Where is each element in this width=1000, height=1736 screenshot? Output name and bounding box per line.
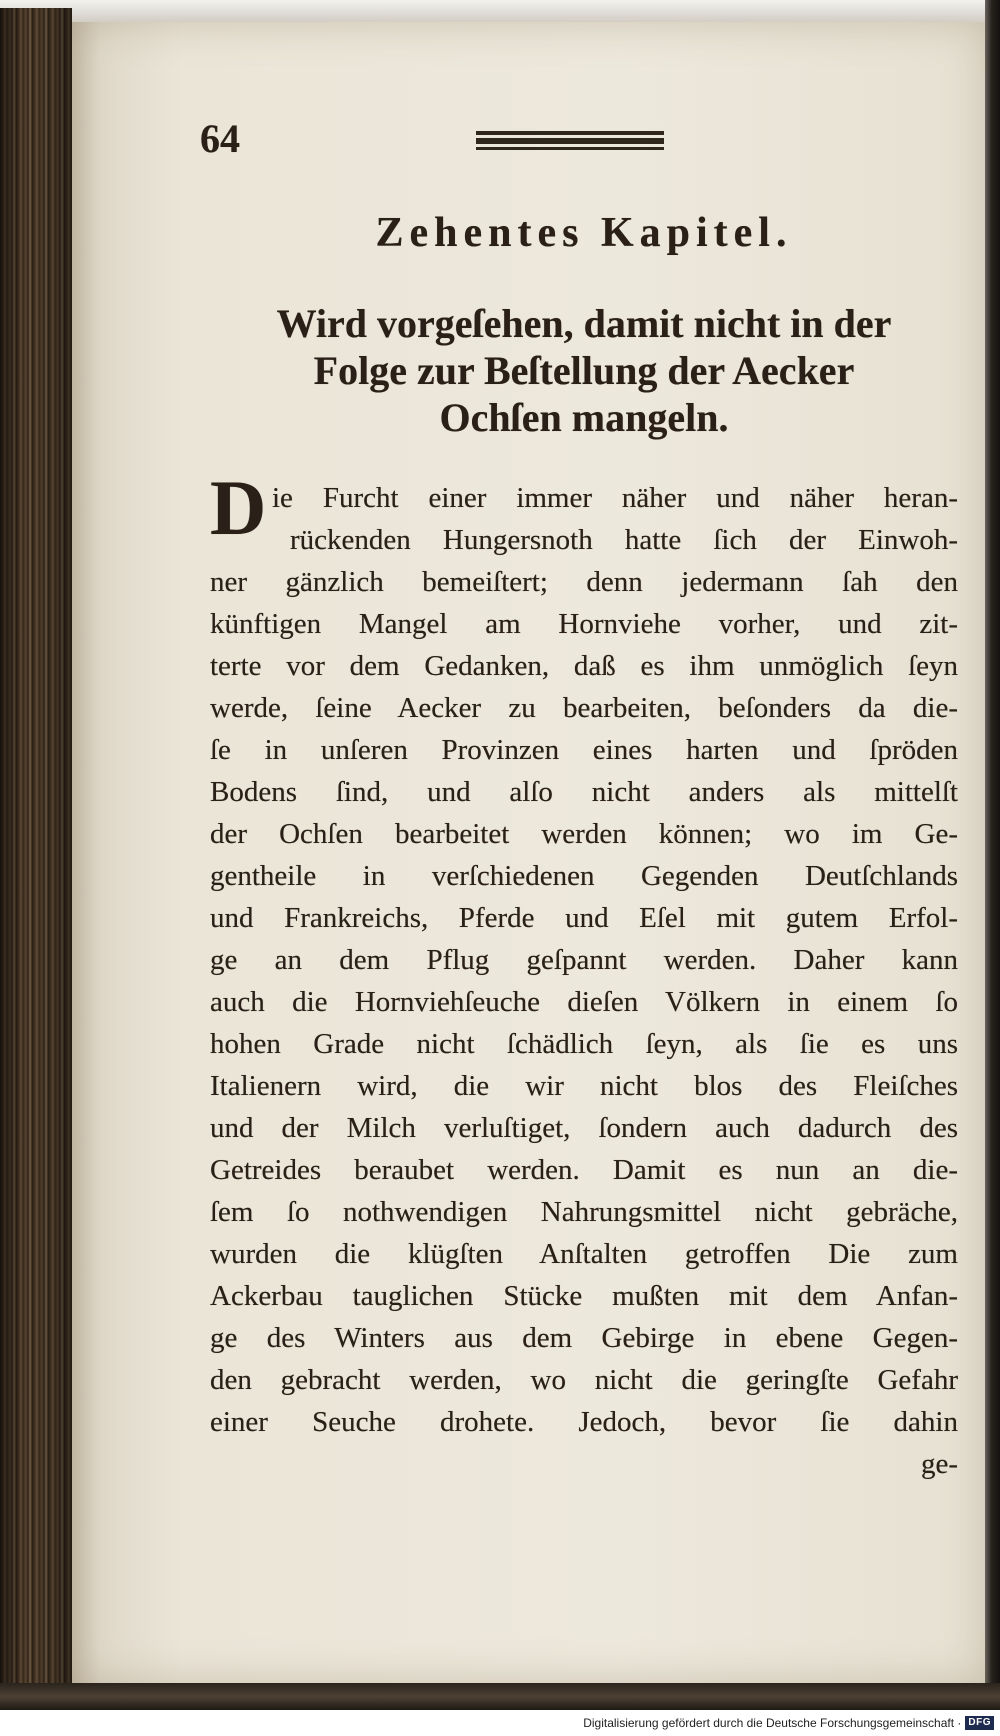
drop-cap-initial: D [210,464,267,551]
body-text-line: Getreides beraubet werden. Damit es nun an die- [210,1154,958,1186]
chapter-subtitle-line: Ochſen mangeln. [439,395,729,440]
body-text [210,477,958,1443]
chapter-title: Zehentes Kapitel. [375,210,793,256]
body-text-line: Bodens ſind, und alſo nicht anders als mittelſt [210,776,958,808]
book-edge-left [0,8,72,1710]
body-text-line: ner gänzlich bemeiſtert; denn jedermann ſah den [210,566,958,598]
body-text-line: rückenden Hungersnoth hatte ſich der Einwoh- [290,524,958,556]
body-text-line: einer Seuche drohete. Jedoch, bevor ſie dahin [210,1406,958,1438]
body-text-line: werde, ſeine Aecker zu bearbeiten, beſonders da die- [210,692,958,724]
body-text-line: künftigen Mangel am Hornviehe vorher, und zit- [210,608,958,640]
body-text-line: ſem ſo nothwendigen Nahrungsmittel nicht gebräche, [210,1196,958,1228]
chapter-subtitle [210,300,958,441]
catchword: ge- [920,1448,958,1480]
body-text-line: und Frankreichs, Pferde und Eſel mit gutem Erfol- [210,902,958,934]
book-edge-right [985,0,1000,1710]
body-text-line: ge des Winters aus dem Gebirge in ebene Gegen- [210,1322,958,1354]
body-text-line: auch die Hornviehſeuche dieſen Völkern in einem ſo [210,986,958,1018]
body-text-line: ge an dem Pflug geſpannt werden. Daher kann [210,944,958,976]
rule-bar-middle [476,138,664,144]
book-page [72,22,985,1683]
rule-bar-bottom [476,147,664,150]
chapter-subtitle-line: Folge zur Beſtellung der Aecker [313,348,855,393]
body-text-line: wurden die klügſten Anſtalten getroffen Die zum [210,1238,958,1270]
body-text-line: Ackerbau tauglichen Stücke mußten mit dem Anfan- [210,1280,958,1312]
body-text-line: der Ochſen bearbeitet werden können; wo im Ge- [210,818,958,850]
page-number: 64 [200,116,240,161]
body-text-line: gentheile in verſchiedenen Gegenden Deutſchlands [210,860,958,892]
body-text-line: ſe in unſeren Provinzen eines harten und ſpröden [210,734,958,766]
body-text-line: und der Milch verluſtiget, ſondern auch dadurch des [210,1112,958,1144]
body-text-line: ie Furcht einer immer näher und näher heran- [272,482,958,514]
dfg-logo: DFG [965,1716,994,1730]
digitization-footer [0,1710,1000,1736]
scan-bottom-band [0,1683,1000,1710]
footer-credit-text: Digitalisierung gefördert durch die Deutsche Forschungsgemeinschaft · [583,1716,962,1730]
decorative-rule [476,131,664,150]
body-text-line: terte vor dem Gedanken, daß es ihm unmöglich ſeyn [210,650,958,682]
body-text-line: hohen Grade nicht ſchädlich ſeyn, als ſie es uns [210,1028,958,1060]
rule-bar-top [476,131,664,135]
chapter-subtitle-line: Wird vorgeſehen, damit nicht in der [276,301,892,346]
scan-top-margin [0,0,1000,22]
body-text-line: Italienern wird, die wir nicht blos des Fleiſches [210,1070,958,1102]
body-text-line: den gebracht werden, wo nicht die geringſte Gefahr [210,1364,958,1396]
